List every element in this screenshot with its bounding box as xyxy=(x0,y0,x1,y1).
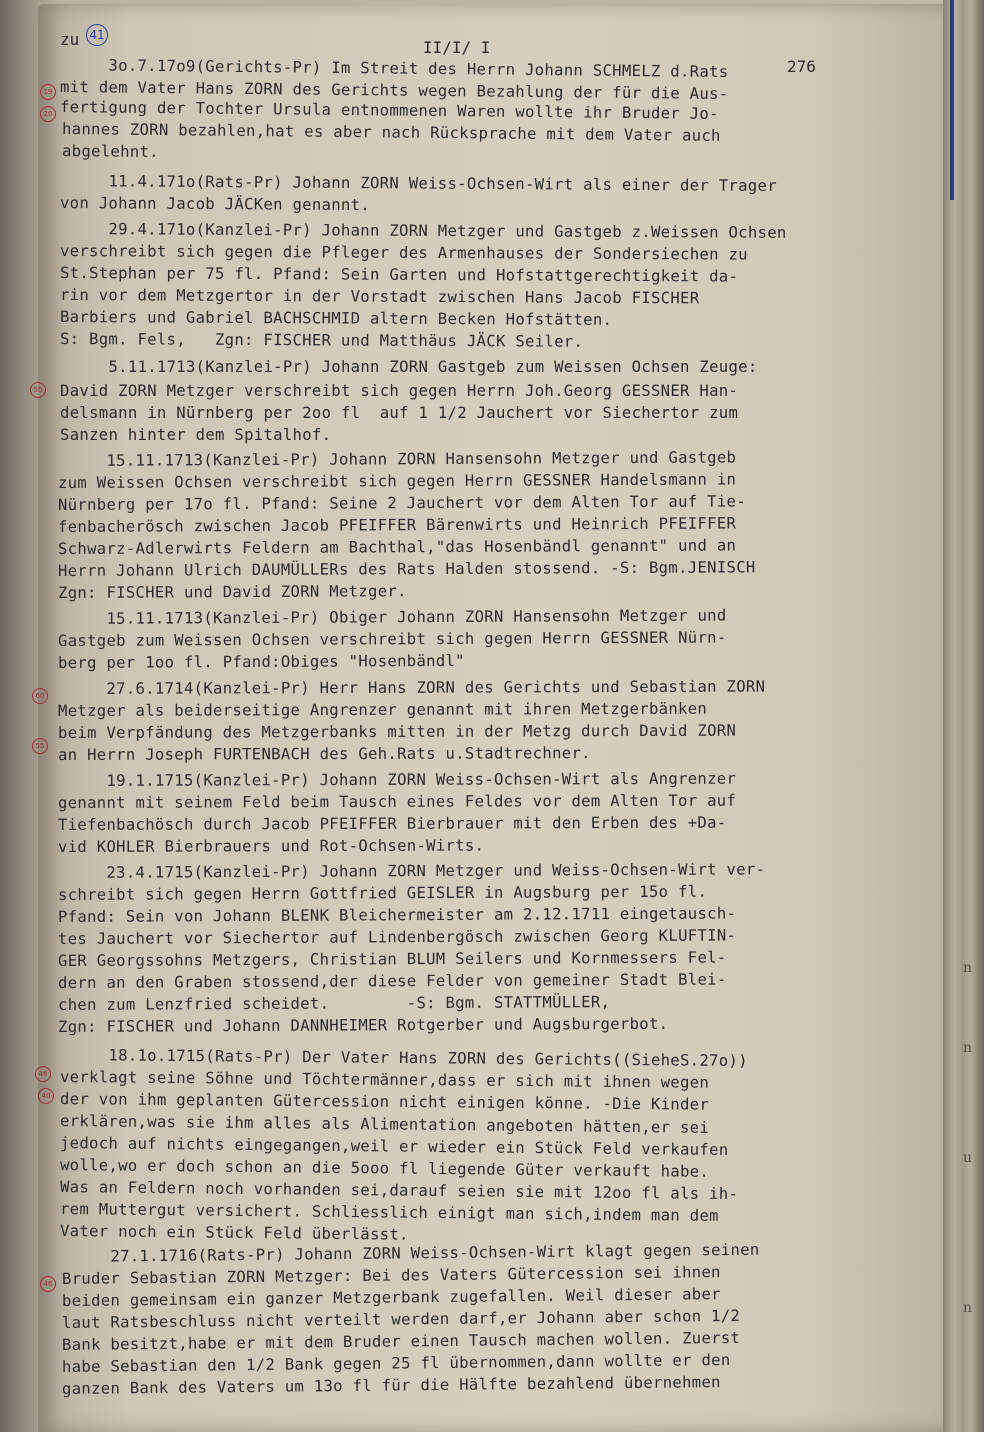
margin-mark: 20 xyxy=(40,106,56,122)
text-line: 11.4.171o(Rats-Pr) Johann ZORN Weiss-Ochsen-Wirt als einer der Trager xyxy=(59,172,777,196)
right-margin-letter: n xyxy=(963,1300,973,1316)
right-margin-letter: u xyxy=(963,1150,973,1166)
text-line: fertigung der Tochter Ursula entnommenen Waren wollte ihr Bruder Jo- xyxy=(59,98,719,123)
text-line: jedoch auf nichts eingegangen,weil er wieder ein Stück Feld verkaufen xyxy=(59,1134,729,1159)
margin-mark: 55 xyxy=(32,738,48,754)
margin-mark: 55 xyxy=(30,382,46,398)
text-line: Schwarz-Adlerwirts Feldern am Bachthal,"das Hosenbändl genannt" und an xyxy=(57,536,737,558)
text-line: Zgn: FISCHER und Johann DANNHEIMER Rotgerber und Augsburgerbot. xyxy=(57,1014,669,1036)
text-line: ganzen Bank des Vaters um 13o fl für die Hälfte bezahlend übernehmen xyxy=(61,1373,721,1398)
book-spine xyxy=(943,0,984,1432)
text-line: delsmann in Nürnberg per 2oo fl auf 1 1/2 Jauchert vor Siechertor zum xyxy=(60,404,739,422)
text-line: 5.11.1713(Kanzlei-Pr) Johann ZORN Gastgeb zum Weissen Ochsen Zeuge: xyxy=(60,358,758,376)
text-line: erklären,was sie ihm alles als Alimentation angeboten hätten,er sei xyxy=(59,1112,710,1137)
margin-mark: 19 xyxy=(40,84,56,100)
right-margin-letter: n xyxy=(963,960,973,976)
text-line: rin vor dem Metzgertor in der Vorstadt zwischen Hans Jacob FISCHER xyxy=(59,286,700,308)
text-line: Vater noch ein Stück Feld überlässt. xyxy=(59,1222,409,1244)
text-line: laut Ratsbeschluss nicht verteilt werden darf,er Johann aber schon 1/2 xyxy=(61,1306,741,1332)
page-number: 276 xyxy=(787,57,816,76)
text-line: 27.6.1714(Kanzlei-Pr) Herr Hans ZORN des Gerichts und Sebastian ZORN xyxy=(57,677,766,698)
margin-mark: 40 xyxy=(38,1088,54,1104)
text-line: zum Weissen Ochsen verschreibt sich gegen Herrn GESSNER Handelsmann in xyxy=(57,470,737,492)
zu-number-circle: 41 xyxy=(86,24,108,46)
text-line: 18.1o.1715(Rats-Pr) Der Vater Hans ZORN des Gerichts((SieheS.27o)) xyxy=(59,1046,748,1071)
text-line: wolle,wo er doch schon an die 5ooo fl liegende Güter verkauft habe. xyxy=(59,1156,710,1181)
text-line: beim Verpfändung des Metzgerbanks mitten in der Metzg durch David ZORN xyxy=(57,721,737,742)
right-margin-letter: n xyxy=(963,1040,973,1056)
text-line: berg per 1oo fl. Pfand:Obiges "Hosenbändl" xyxy=(57,651,465,672)
text-line: Barbiers und Gabriel BACHSCHMID altern Becken Hofstätten. xyxy=(59,308,613,329)
text-line: genannt mit seinem Feld beim Tausch eines Feldes vor dem Alten Tor auf xyxy=(57,791,737,812)
text-line: 23.4.1715(Kanzlei-Pr) Johann ZORN Metzger und Weiss-Ochsen-Wirt ver- xyxy=(57,860,766,882)
text-line: hannes ZORN bezahlen,hat es aber nach Rücksprache mit dem Vater auch xyxy=(61,120,721,145)
text-line: rem Muttergut versichert. Schliesslich einigt man sich,indem man dem xyxy=(59,1200,719,1225)
text-line: 3o.7.17o9(Gerichts-Pr) Im Streit des Herrn Johann SCHMELZ d.Rats xyxy=(59,56,729,81)
text-line: Bruder Sebastian ZORN Metzger: Bei des Vaters Gütercession sei ihnen xyxy=(61,1263,721,1288)
margin-mark: 60 xyxy=(32,688,48,704)
spine-binding xyxy=(950,0,954,200)
volume-reference: II/I/ I xyxy=(423,38,491,57)
text-line: beiden gemeinsam ein ganzer Metzgerbank zugefallen. Weil dieser aber xyxy=(61,1285,721,1310)
text-line: dern an den Graben stossend,der diese Felder von gemeiner Stadt Blei- xyxy=(57,970,727,992)
text-line: Metzger als beiderseitige Angrenzer genannt mit ihren Metzgerbänken xyxy=(57,699,708,720)
text-line: chen zum Lenzfried scheidet. -S: Bgm. STATTMÜLLER, xyxy=(57,993,611,1014)
text-line: der von ihm geplanten Gütercession nicht einigen könne. -Die Kinder xyxy=(59,1090,710,1114)
margin-mark: 46 xyxy=(35,1066,51,1082)
text-line: vid KOHLER Bierbrauers und Rot-Ochsen-Wirts. xyxy=(57,836,485,856)
text-line: Tiefenbachösch durch Jacob PFEIFFER Bierbrauer mit den Erben des +Da- xyxy=(57,813,727,834)
text-line: David ZORN Metzger verschreibt sich gegen Herrn Joh.Georg GESSNER Han- xyxy=(60,382,739,400)
text-line: GER Georgssohns Metzgers, Christian BLUM Seilers und Kornmessers Fel- xyxy=(57,948,727,970)
text-line: St.Stephan per 75 fl. Pfand: Sein Garten und Hofstattgerechtigkeit da- xyxy=(59,264,739,286)
text-line: abgelehnt. xyxy=(61,142,159,162)
text-line: an Herrn Joseph FURTENBACH des Geh.Rats u.Stadtrechner. xyxy=(57,744,591,764)
text-line: von Johann Jacob JÄCKen genannt. xyxy=(59,194,371,215)
text-line: 27.1.1716(Rats-Pr) Johann ZORN Weiss-Ochsen-Wirt klagt gegen seinen xyxy=(61,1240,760,1266)
text-line: Zgn: FISCHER und David ZORN Metzger. xyxy=(57,582,407,602)
text-line: Sanzen hinter dem Spitalhof. xyxy=(60,426,332,444)
text-line: verklagt seine Söhne und Töchtermänner,dass er sich mit ihnen wegen xyxy=(59,1068,710,1092)
text-line: schreibt sich gegen Herrn Gottfried GEISLER in Augsburg per 15o fl. xyxy=(57,882,708,904)
text-line: S: Bgm. Fels, Zgn: FISCHER und Matthäus JÄCK Seiler. xyxy=(59,330,584,351)
text-line: verschreibt sich gegen die Pfleger des Armenhauses der Sondersiechen zu xyxy=(59,242,748,264)
zu-label: zu xyxy=(60,30,80,49)
text-line: tes Jauchert vor Siechertor auf Lindenbergösch zwischen Georg KLUFTIN- xyxy=(57,926,737,948)
text-line: Was an Feldern noch vorhanden sei,darauf seien sie mit 12oo fl als ih- xyxy=(59,1178,739,1204)
text-line: 19.1.1715(Kanzlei-Pr) Johann ZORN Weiss-Ochsen-Wirt als Angrenzer xyxy=(57,769,737,790)
text-line: Bank besitzt,habe er mit dem Bruder einen Tausch machen wollen. Zuerst xyxy=(61,1328,741,1354)
text-line: fenbacherösch zwischen Jacob PFEIFFER Bärenwirts und Heinrich PFEIFFER xyxy=(57,514,737,536)
margin-mark: 46 xyxy=(40,1276,56,1292)
text-line: Pfand: Sein von Johann BLENK Bleichermeister am 2.12.1711 eingetausch- xyxy=(57,904,737,926)
text-line: 29.4.171o(Kanzlei-Pr) Johann ZORN Metzger und Gastgeb z.Weissen Ochsen xyxy=(59,220,787,242)
text-line: Nürnberg per 17o fl. Pfand: Seine 2 Jauchert vor dem Alten Tor auf Tie- xyxy=(57,492,746,514)
text-line: 15.11.1713(Kanzlei-Pr) Johann ZORN Hansensohn Metzger und Gastgeb xyxy=(57,448,737,470)
text-line: habe Sebastian den 1/2 Bank gegen 25 fl übernommen,dann wollte er den xyxy=(61,1351,731,1376)
text-line: 15.11.1713(Kanzlei-Pr) Obiger Johann ZORN Hansensohn Metzger und xyxy=(57,606,727,628)
text-line: Gastgeb zum Weissen Ochsen verschreibt sich gegen Herrn GESSNER Nürn- xyxy=(57,628,727,650)
text-line: Herrn Johann Ulrich DAUMÜLLERs des Rats Halden stossend. -S: Bgm.JENISCH xyxy=(57,558,756,580)
text-line: mit dem Vater Hans ZORN des Gerichts wegen Bezahlung der für die Aus- xyxy=(59,78,729,103)
